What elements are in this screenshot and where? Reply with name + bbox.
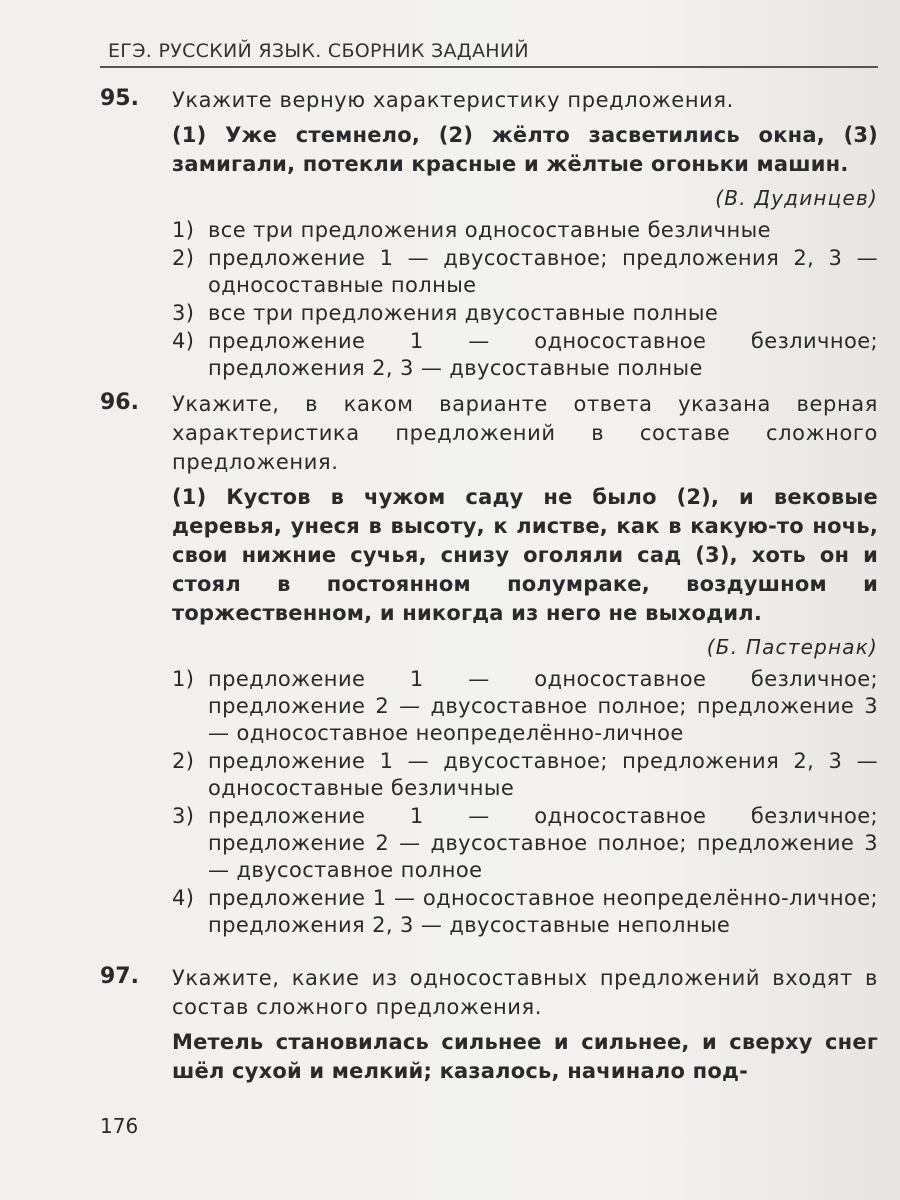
answer-option	[172, 803, 878, 884]
task-text: (1) Уже стемнело, (2) жёлто засветились окна, (3) замигали, потекли красные и жёлтые огоньки машин.	[172, 123, 878, 176]
task-question: Укажите, в каком варианте ответа указана верная характеристика предложений в составе сложного предложения.	[172, 392, 878, 474]
answer-option	[172, 245, 878, 299]
task-text: (1) Кустов в чужом саду не было (2), и вековые деревья, унеся в высоту, к листве, как в какую-то ночь, свои нижние сучья, снизу оголяли сад (3), хоть он и стоял в постоянном полумраке, воздушном и торжественном, и никогда из него не выходил.	[172, 485, 878, 625]
answer-option	[172, 300, 878, 327]
option-text: все три предложения односоставные безличные	[208, 218, 771, 242]
answer-option	[172, 666, 878, 747]
answer-option	[172, 328, 878, 382]
option-number: 2)	[172, 749, 195, 773]
option-number: 3)	[172, 301, 195, 325]
option-number: 4)	[172, 886, 195, 910]
answer-option	[172, 885, 878, 939]
answer-options	[172, 666, 878, 939]
task-question: Укажите, какие из односоставных предложений входят в состав сложного предложения.	[172, 966, 878, 1019]
task-author: (Б. Пастернак)	[706, 635, 878, 659]
task-number: 96.	[100, 390, 139, 415]
answer-option	[172, 217, 878, 244]
task-96	[100, 390, 878, 940]
task-number: 97.	[100, 964, 139, 989]
running-head: ЕГЭ. РУССКИЙ ЯЗЫК. СБОРНИК ЗАДАНИЙ	[108, 40, 529, 62]
option-text: предложение 1 — односоставное безличное; предложения 2, 3 — двусоставные полные	[208, 329, 878, 380]
task-author: (В. Дудинцев)	[715, 186, 878, 210]
header-rule	[100, 66, 878, 68]
option-number: 3)	[172, 804, 195, 828]
option-text: предложение 1 — односоставное безличное; предложение 2 — двусоставное полное; предложение 3 — односоставное неопределённо-личное	[208, 667, 878, 745]
option-text: предложение 1 — односоставное неопределённо-личное; предложения 2, 3 — двусоставные неполные	[208, 886, 878, 937]
option-text: предложение 1 — двусоставное; предложения 2, 3 — односоставные полные	[208, 246, 878, 297]
option-number: 1)	[172, 218, 195, 242]
option-text: все три предложения двусоставные полные	[208, 301, 719, 325]
option-text: предложение 1 — односоставное безличное; предложение 2 — двусоставное полное; предложение 3 — двусоставное полное	[208, 804, 878, 882]
task-question: Укажите верную характеристику предложения.	[172, 88, 734, 112]
option-number: 2)	[172, 246, 195, 270]
task-95	[100, 86, 878, 383]
task-number: 95.	[100, 86, 139, 111]
option-number: 4)	[172, 329, 195, 353]
option-text: предложение 1 — двусоставное; предложения 2, 3 — односоставные безличные	[208, 749, 878, 800]
answer-option	[172, 748, 878, 802]
task-97	[100, 964, 878, 1086]
task-text: Метель становилась сильнее и сильнее, и сверху снег шёл сухой и мелкий; казалось, начинало под-	[172, 1030, 878, 1083]
answer-options	[172, 217, 878, 382]
page-number: 176	[100, 1114, 139, 1138]
option-number: 1)	[172, 667, 195, 691]
